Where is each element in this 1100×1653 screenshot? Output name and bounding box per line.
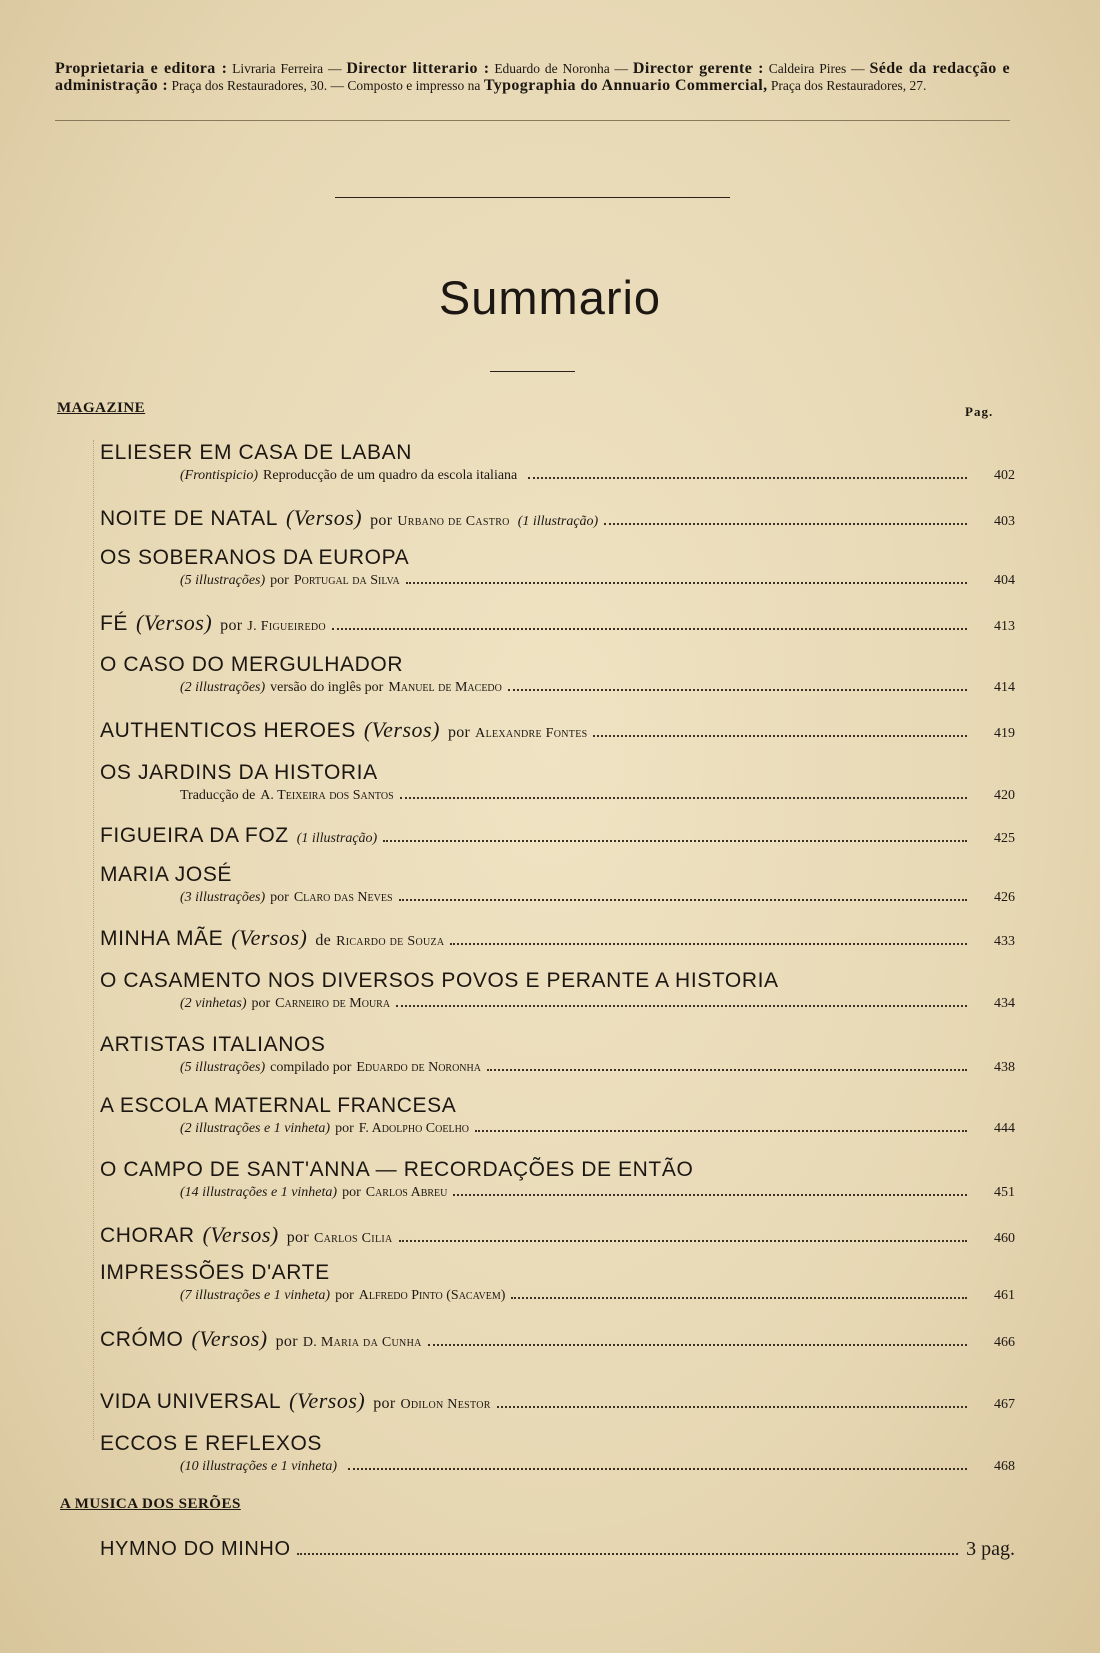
- toc-title-row: [100, 823, 1015, 849]
- leader-dots: [399, 899, 967, 901]
- toc-entry-title-note: (Versos): [285, 505, 363, 530]
- toc-entry-title: FÉ: [100, 612, 129, 635]
- toc-entry-title-note: (Versos): [363, 717, 440, 742]
- leader-dots: [450, 943, 967, 945]
- toc-entry-detail: [100, 678, 1015, 698]
- toc-entry: [100, 1260, 1015, 1306]
- toc-entry-title: OS SOBERANOS DA EUROPA: [100, 546, 410, 569]
- toc-entry-title: A ESCOLA MATERNAL FRANCESA: [100, 1094, 457, 1117]
- toc-entry-page: 461: [994, 1288, 1015, 1303]
- masthead-director: Eduardo de Noronha —: [494, 61, 629, 76]
- toc-entry-detail-text: versão do inglês por: [270, 680, 384, 695]
- toc-entry: [100, 925, 1015, 952]
- toc-title-row: [100, 925, 1015, 952]
- leader-dots: [528, 477, 967, 479]
- toc-entry-detail: [100, 994, 1015, 1014]
- toc-title-row: [100, 1222, 1015, 1249]
- toc-entry-detail: [100, 888, 1015, 908]
- toc-entry-author: Portugal da Silva: [293, 573, 400, 588]
- toc-entry-title: AUTHENTICOS HEROES: [100, 719, 356, 742]
- toc-entry-author: Carneiro de Moura: [275, 996, 391, 1011]
- toc-entry-detail: [100, 1058, 1015, 1078]
- toc-entry-title: ARTISTAS ITALIANOS: [100, 1033, 326, 1056]
- toc-entry-author: Odilon Nestor: [400, 1397, 491, 1412]
- toc-entry-title: VIDA UNIVERSAL: [100, 1390, 282, 1413]
- toc-entry: [100, 610, 1015, 637]
- toc-entry-illustration-note: (3 illustrações): [180, 890, 266, 905]
- toc-entry: [100, 1388, 1015, 1415]
- toc-entry-page: 419: [994, 726, 1015, 741]
- toc-entry-page: 438: [994, 1060, 1015, 1075]
- toc-entry-page: 433: [994, 934, 1015, 949]
- toc-entry-by: por: [286, 1229, 309, 1246]
- toc-entry-illustration-note: (10 illustrações e 1 vinheta): [180, 1459, 338, 1474]
- toc-title-row: [100, 862, 1015, 888]
- toc-title-row: [100, 440, 1015, 466]
- toc-entry-detail: [100, 1286, 1015, 1306]
- toc-entry-page: 425: [994, 831, 1015, 846]
- masthead-owner: Livraria Ferreira —: [232, 61, 342, 76]
- toc-entry: [100, 1326, 1015, 1353]
- toc-entry-title-note: (Versos): [191, 1326, 268, 1351]
- toc-entry-page: 404: [994, 573, 1015, 588]
- toc-entry: [100, 968, 1015, 1014]
- toc-title-row: [100, 652, 1015, 678]
- toc-entry: [100, 1157, 1015, 1203]
- toc-title-row: [100, 1093, 1015, 1119]
- title-rule: [490, 371, 575, 372]
- leader-dots: [487, 1069, 967, 1071]
- toc-entry-title: NOITE DE NATAL: [100, 507, 278, 530]
- toc-entry-author: Eduardo de Noronha: [356, 1060, 481, 1075]
- leader-dots: [399, 1240, 967, 1242]
- toc-entry-by: por: [220, 617, 243, 634]
- leader-dots: [383, 840, 967, 842]
- leader-dots: [453, 1194, 967, 1196]
- leader-dots: [497, 1406, 967, 1408]
- toc-entry-author: A. Teixeira dos Santos: [260, 788, 394, 803]
- toc-entry-by: de: [315, 932, 332, 949]
- toc-entry-by: por: [335, 1121, 354, 1136]
- toc-entry-author: Claro das Neves: [293, 890, 393, 905]
- toc-entry-detail: [100, 1119, 1015, 1139]
- masthead-printer: Praça dos Restauradores, 27.: [770, 78, 927, 93]
- page-column-label: Pag.: [965, 404, 994, 419]
- toc-entry-author: F. Adolpho Coelho: [358, 1121, 470, 1136]
- toc-title-row: [100, 545, 1015, 571]
- toc-entry-title: OS JARDINS DA HISTORIA: [100, 761, 378, 784]
- toc-entry-illustration-note: (5 illustrações): [180, 573, 266, 588]
- toc-entry-page: 403: [994, 514, 1015, 529]
- toc-entry-illustration-note: (2 illustrações): [180, 680, 266, 695]
- toc-entry-detail: [100, 466, 1015, 486]
- masthead: [55, 60, 1010, 94]
- toc-title-row: [100, 968, 1015, 994]
- toc-title-row: [100, 610, 1015, 637]
- toc-entry-illustration-note: (2 vinhetas): [180, 996, 247, 1011]
- leader-dots: [511, 1297, 967, 1299]
- page-title: Summario: [438, 271, 662, 324]
- toc-entry-title: ELIESER EM CASA DE LABAN: [100, 441, 413, 464]
- toc-entry-title: MINHA MÃE: [100, 927, 224, 950]
- toc-entry-by: por: [251, 996, 271, 1011]
- toc-entry-author: J. Figueiredo: [247, 619, 326, 634]
- toc-entry-by: por: [370, 512, 393, 529]
- ornament-rule: [335, 197, 730, 198]
- toc-entry-page: 413: [994, 619, 1015, 634]
- toc-entry-page: 444: [994, 1121, 1015, 1136]
- masthead-divider: [55, 120, 1010, 121]
- toc-entry-title-note: (Versos): [136, 610, 213, 635]
- toc-entry-illustration-note: (1 illustração): [296, 831, 378, 846]
- toc-entry: [100, 1093, 1015, 1139]
- toc-entry-by: por: [270, 890, 289, 905]
- toc-entry-author: Urbano de Castro: [397, 514, 510, 529]
- toc-entry-detail: [100, 571, 1015, 591]
- toc-entry: [100, 823, 1015, 849]
- toc-entry-by: por: [447, 724, 471, 741]
- toc-entry-author: Carlos Cilia: [313, 1231, 393, 1246]
- toc-entry-title: O CAMPO DE SANT'ANNA — RECORDAÇÕES DE ENTÃO: [100, 1158, 694, 1181]
- masthead-office-label: Séde da redacção e administração :: [55, 60, 1011, 94]
- toc-entry-illustration-note: (1 illustração): [517, 514, 599, 529]
- toc-entry-title: MARIA JOSÉ: [100, 863, 233, 886]
- toc-entry-detail: [100, 1183, 1015, 1203]
- leader-dots: [475, 1130, 967, 1132]
- toc-entry-title-note: (Versos): [202, 1222, 279, 1247]
- toc-title-row: [100, 1032, 1015, 1058]
- hymn-page: 3 pag.: [966, 1538, 1015, 1560]
- toc-entry: [100, 652, 1015, 698]
- toc-entry-detail-text: Reproducção de um quadro da escola italiana: [263, 468, 518, 483]
- leader-dots: [428, 1344, 967, 1346]
- toc-title-row: [100, 1260, 1015, 1286]
- toc-entry-page: 402: [994, 468, 1015, 483]
- leader-dots: [593, 735, 967, 737]
- leader-dots: [406, 582, 967, 584]
- toc-entry-title: ECCOS E REFLEXOS: [100, 1432, 322, 1455]
- toc-title-row: [100, 1326, 1015, 1353]
- toc-entry-page: 414: [994, 680, 1015, 695]
- toc-entry-detail-text: compilado por: [270, 1060, 352, 1075]
- toc-entry-by: por: [275, 1333, 298, 1350]
- masthead-printer-label: Typographia do Annuario Commercial,: [483, 77, 768, 94]
- toc-entry-page: 460: [994, 1231, 1015, 1246]
- toc-entry: [100, 760, 1015, 806]
- leader-dots: [297, 1553, 958, 1555]
- margin-line: [93, 440, 94, 1440]
- toc-entry-illustration-note: (Frontispicio): [180, 468, 259, 483]
- masthead-owner-label: Proprietaria e editora :: [55, 60, 228, 77]
- toc-entry-page: 468: [994, 1459, 1015, 1474]
- masthead-office: Praça dos Restauradores, 30. — Composto e impresso na: [171, 78, 481, 93]
- toc-title-row: [100, 1388, 1015, 1415]
- leader-dots: [348, 1468, 967, 1470]
- toc-entry-illustration-note: (14 illustrações e 1 vinheta): [180, 1185, 338, 1200]
- toc-entry-by: por: [342, 1185, 361, 1200]
- toc-entry-page: 426: [994, 890, 1015, 905]
- toc-entry-detail-text: Traducção de: [180, 788, 256, 803]
- toc-entry-title: IMPRESSÕES D'ARTE: [100, 1261, 330, 1284]
- toc-entry: [100, 717, 1015, 744]
- toc-title-row: [100, 1431, 1015, 1457]
- toc-title-row: [100, 1157, 1015, 1183]
- toc-entry-page: 467: [994, 1397, 1015, 1412]
- toc-title-row: [100, 760, 1015, 786]
- toc-entry-page: 451: [994, 1185, 1015, 1200]
- masthead-manager: Caldeira Pires —: [768, 61, 865, 76]
- toc-entry-author: D. Maria da Cunha: [302, 1335, 422, 1350]
- toc-entry: [100, 862, 1015, 908]
- toc-entry: [100, 1032, 1015, 1078]
- toc-entry-detail: [100, 1457, 1015, 1477]
- toc-entry-title: O CASO DO MERGULHADOR: [100, 653, 404, 676]
- toc-entry: [100, 505, 1015, 532]
- toc-entry-page: 466: [994, 1335, 1015, 1350]
- toc-entry-by: por: [373, 1395, 396, 1412]
- toc-entry: [100, 545, 1015, 591]
- toc-entry-title: CHORAR: [100, 1224, 195, 1247]
- toc-entry-illustration-note: (7 illustrações e 1 vinheta): [180, 1288, 331, 1303]
- leader-dots: [332, 628, 967, 630]
- toc-entry-by: por: [335, 1288, 354, 1303]
- toc-entry-author: Alfredo Pinto (Sacavem): [358, 1288, 506, 1303]
- toc-entry-author: Ricardo de Souza: [336, 934, 445, 949]
- leader-dots: [604, 523, 967, 525]
- toc-entry-page: 434: [994, 996, 1015, 1011]
- toc-entry-title: O CASAMENTO NOS DIVERSOS POVOS E PERANTE A HISTORIA: [100, 969, 779, 992]
- toc-entry-title-note: (Versos): [231, 925, 308, 950]
- musica-section-label: A MUSICA DOS SERÕES: [60, 1496, 241, 1512]
- magazine-section-label: MAGAZINE: [57, 400, 146, 416]
- toc-entry-illustration-note: (5 illustrações): [180, 1060, 266, 1075]
- toc-entry-page: 420: [994, 788, 1015, 803]
- toc-title-row: [100, 505, 1015, 532]
- toc-entry: [100, 1222, 1015, 1249]
- toc-entry-author: Alexandre Fontes: [475, 726, 588, 741]
- hymn-title: HYMNO DO MINHO: [100, 1538, 291, 1560]
- toc-entry-title-note: (Versos): [289, 1388, 366, 1413]
- toc-entry-author: Manuel de Macedo: [388, 680, 502, 695]
- leader-dots: [396, 1005, 967, 1007]
- toc-entry-by: por: [270, 573, 289, 588]
- toc-entry: [100, 440, 1015, 486]
- leader-dots: [508, 689, 967, 691]
- masthead-manager-label: Director gerente :: [632, 60, 764, 77]
- toc-title-row: [100, 717, 1015, 744]
- toc-entry-title: CRÓMO: [100, 1328, 184, 1351]
- toc-entry-author: Carlos Abreu: [365, 1185, 448, 1200]
- toc-entry-title: FIGUEIRA DA FOZ: [100, 824, 289, 847]
- leader-dots: [400, 797, 967, 799]
- toc-entry-detail: [100, 786, 1015, 806]
- toc-entry-illustration-note: (2 illustrações e 1 vinheta): [180, 1121, 331, 1136]
- hymn-entry: [100, 1538, 1015, 1561]
- masthead-director-label: Director litterario :: [346, 60, 490, 77]
- toc-entry: [100, 1431, 1015, 1477]
